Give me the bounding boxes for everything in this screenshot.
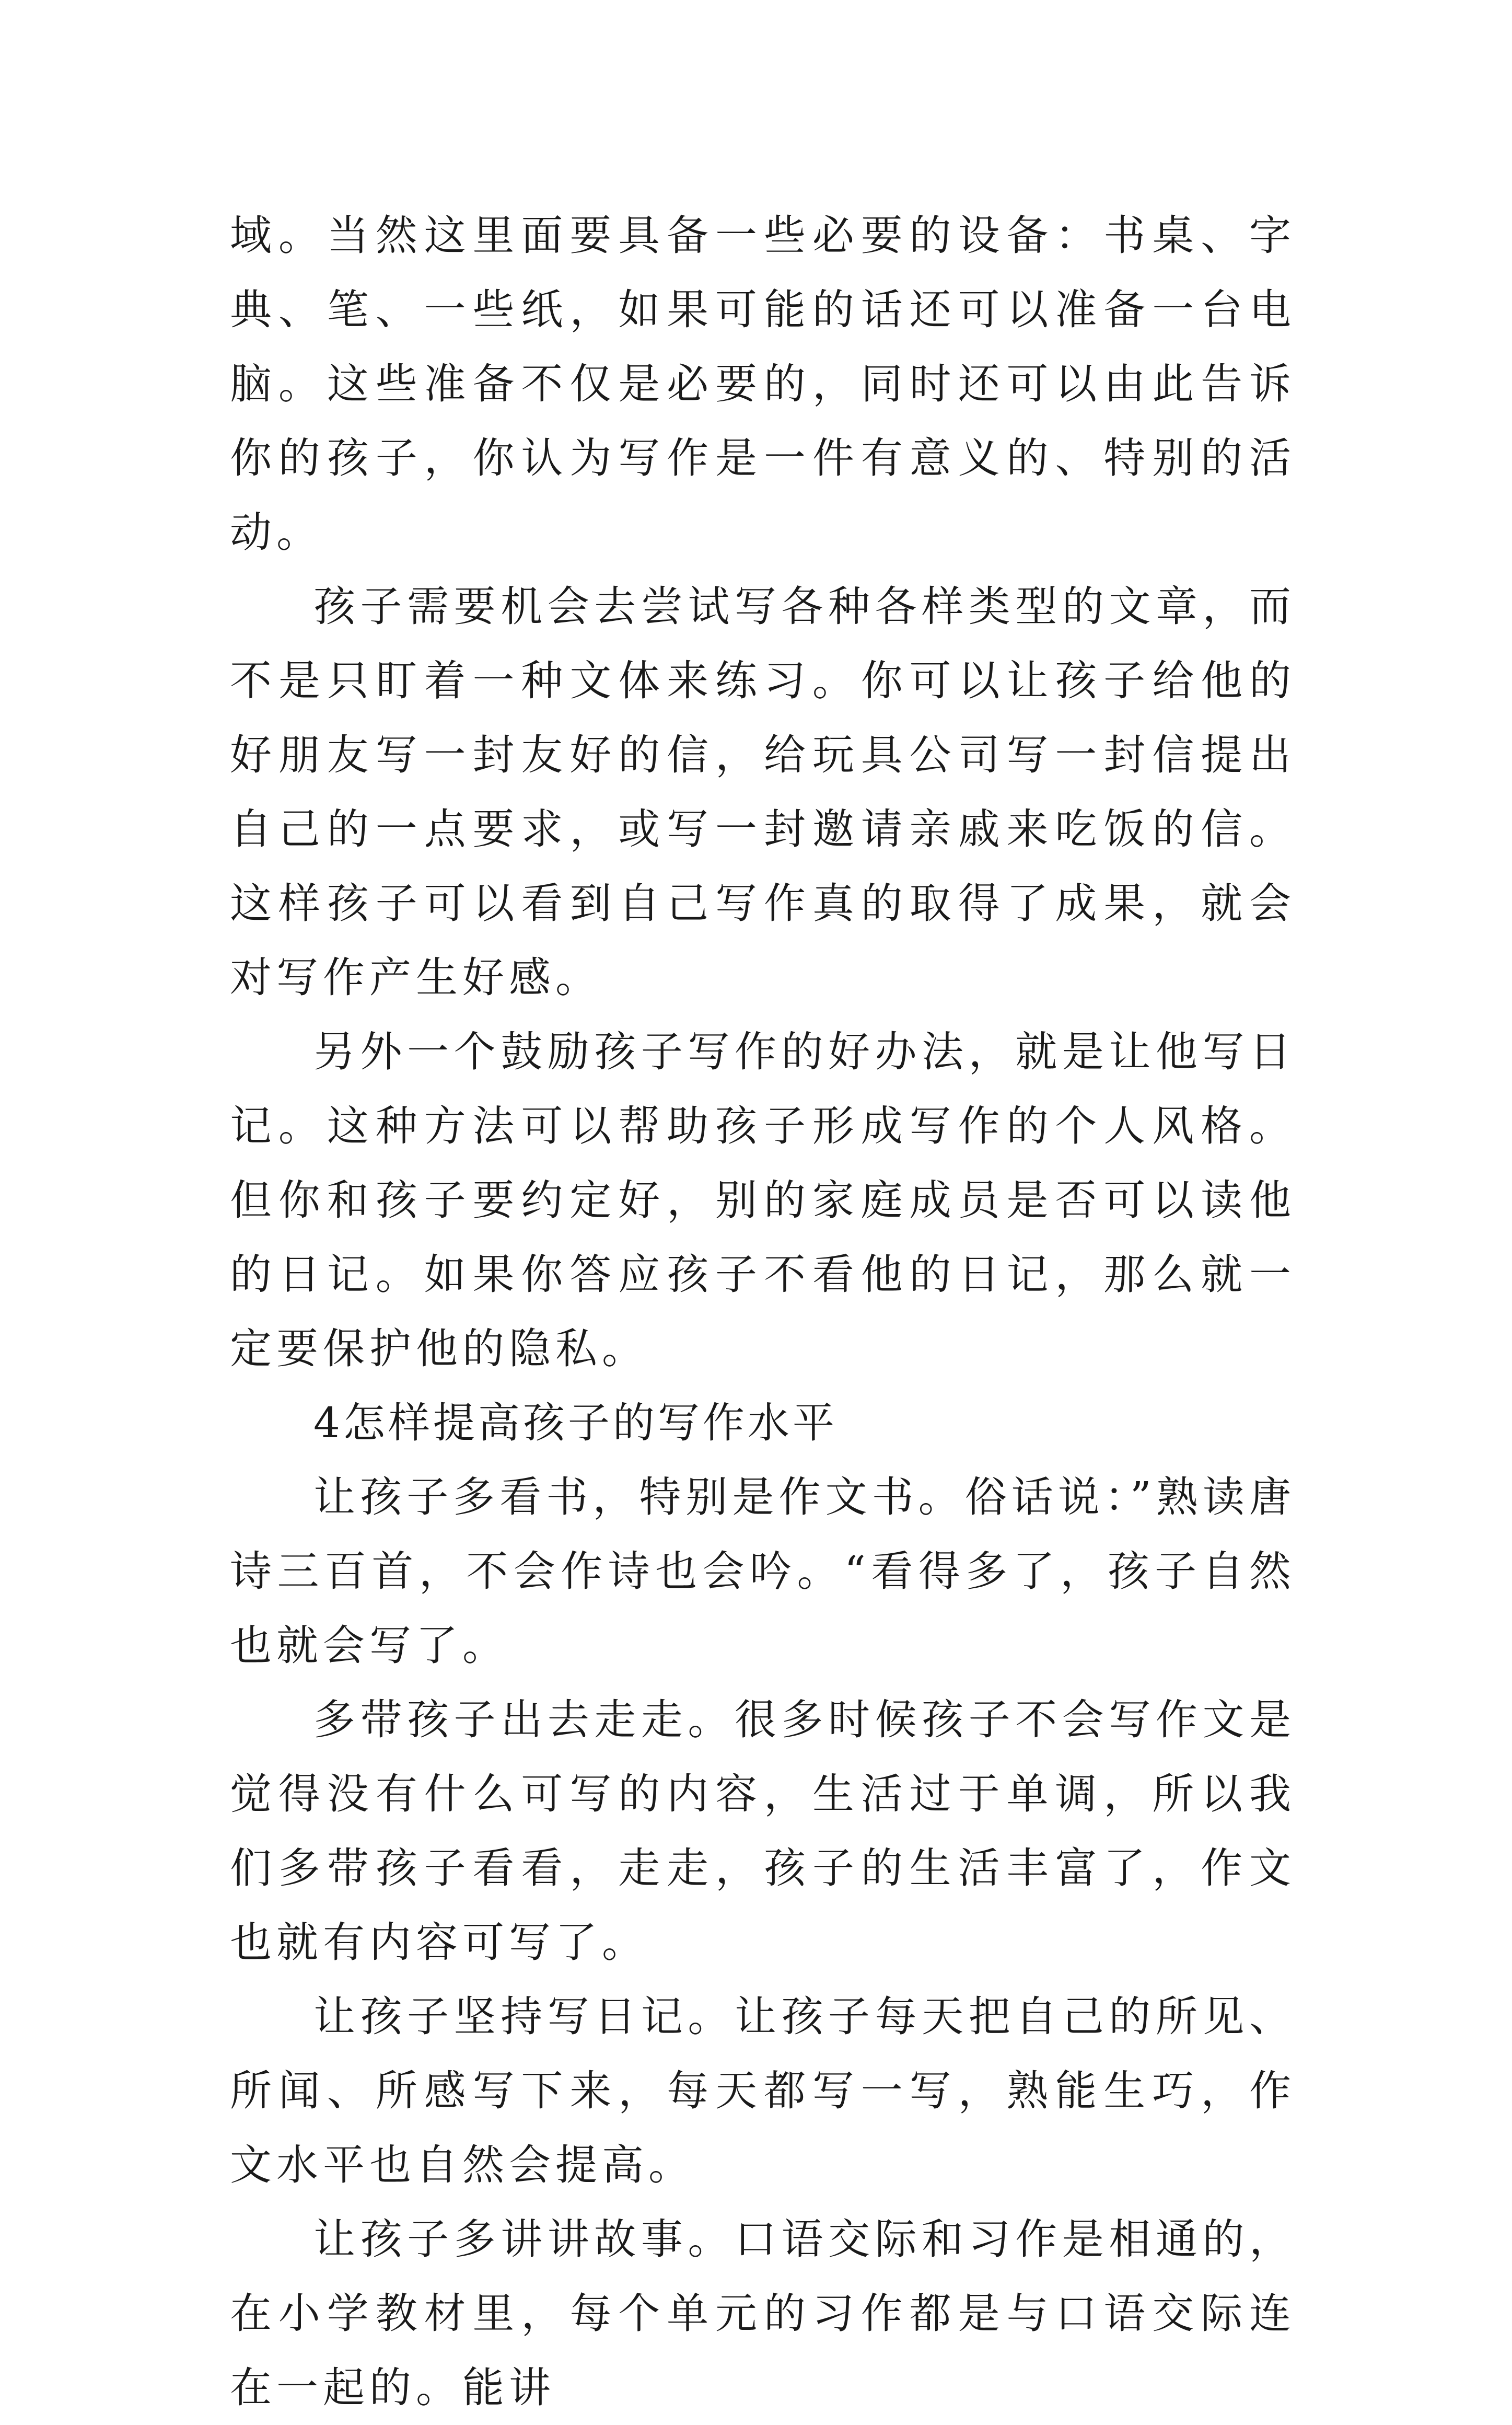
paragraph-continuation: 域。当然这里面要具备一些必要的设备：书桌、字典、笔、一些纸，如果可能的话还可以准备一台电脑。这些准备不仅是必要的，同时还可以由此告诉你的孩子，你认为写作是一件有意义的、特别的活动。 (230, 211, 1296, 557)
paragraph: 让孩子多讲讲故事。口语交际和习作是相通的，在小学教材里，每个单元的习作都是与口语交际连在一起的。能讲 (230, 2215, 1296, 2412)
paragraph: 孩子需要机会去尝试写各种各样类型的文章，而不是只盯着一种文体来练习。你可以让孩子给他的好朋友写一封友好的信，给玩具公司写一封信提出自己的一点要求，或写一封邀请亲戚来吃饭的信。这样孩子可以看到自己写作真的取得了成果，就会对写作产生好感。 (230, 582, 1296, 1002)
section-heading: 4怎样提高孩子的写作水平 (313, 1399, 838, 1447)
paragraph: 另外一个鼓励孩子写作的好办法，就是让他写日记。这种方法可以帮助孩子形成写作的个人风格。但你和孩子要约定好，别的家庭成员是否可以读他的日记。如果你答应孩子不看他的日记，那么就一定要保护他的隐私。 (230, 1027, 1296, 1373)
paragraph: 让孩子多看书，特别是作文书。俗话说：”熟读唐诗三百首，不会作诗也会吟。“看得多了，孩子自然也就会写了。 (230, 1473, 1296, 1670)
paragraph: 让孩子坚持写日记。让孩子每天把自己的所见、所闻、所感写下来，每天都写一写，熟能生巧，作文水平也自然会提高。 (230, 1992, 1296, 2189)
paragraph: 多带孩子出去走走。很多时候孩子不会写作文是觉得没有什么可写的内容，生活过于单调，所以我们多带孩子看看，走走，孩子的生活丰富了，作文也就有内容可写了。 (230, 1695, 1296, 1967)
document-body (230, 199, 1296, 2425)
